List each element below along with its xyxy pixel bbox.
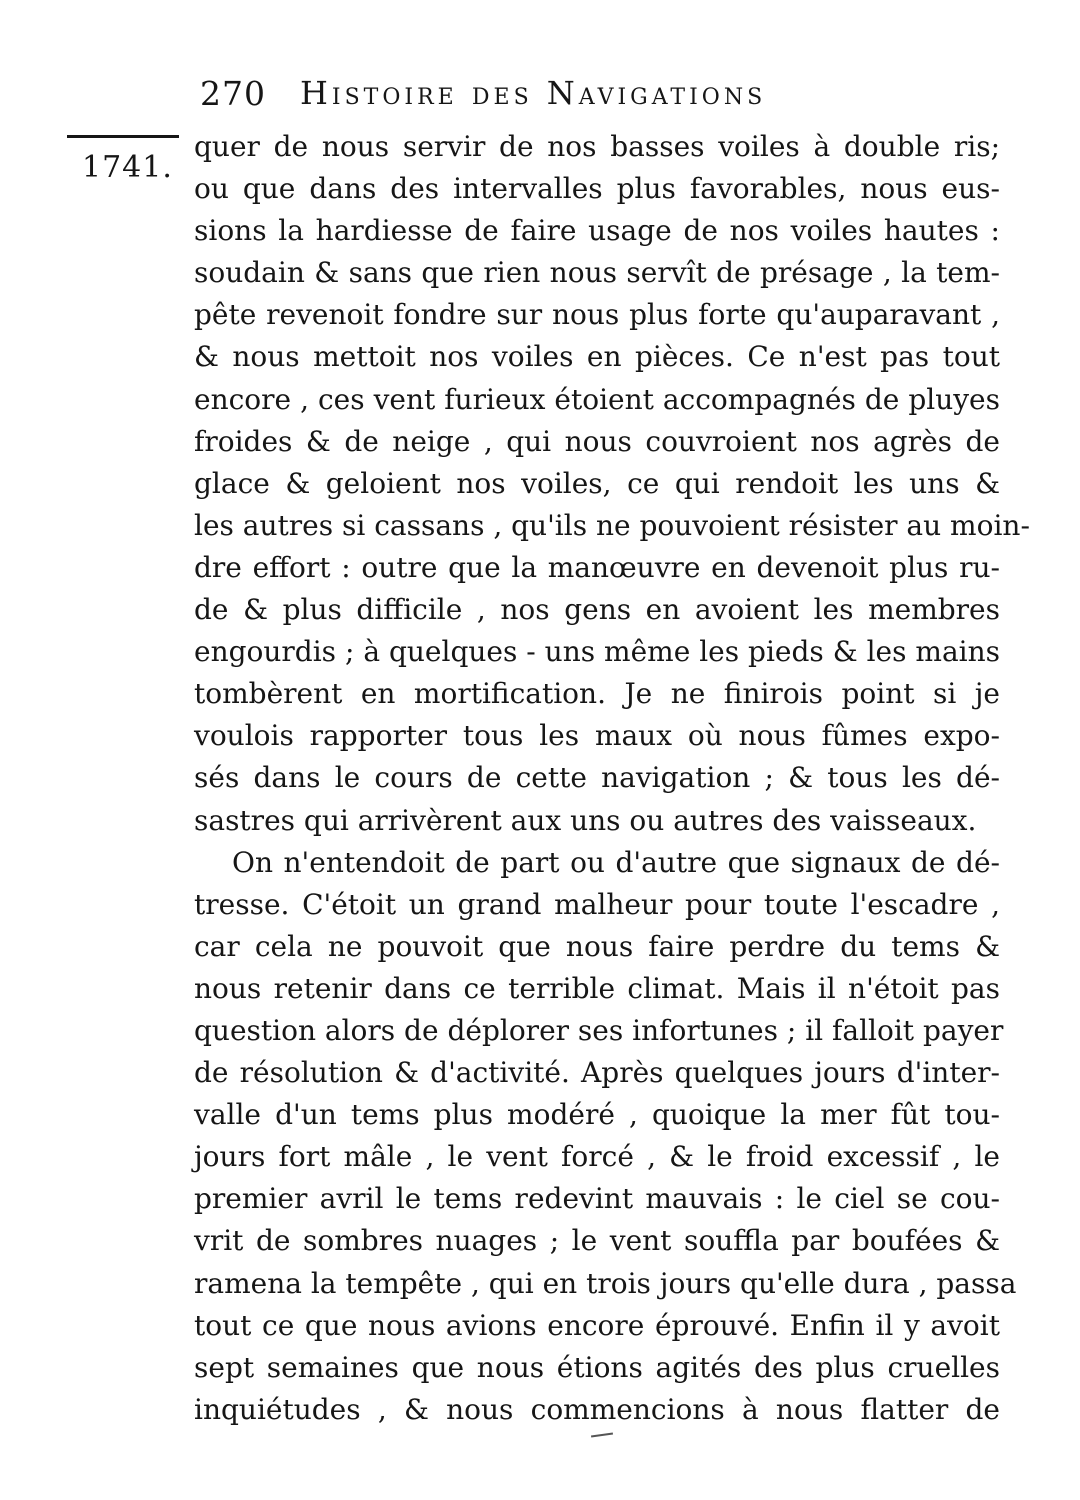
text-line: On n'entendoit de part ou d'autre que signaux de dé- xyxy=(232,845,1000,879)
text-line: sastres qui arrivèrent aux uns ou autres des vaisseaux. xyxy=(194,803,977,837)
paragraph-1 xyxy=(194,126,1030,842)
text-line: car cela ne pouvoit que nous faire perdre du tems & xyxy=(194,929,1000,963)
text-line: premier avril le tems redevint mauvais : le ciel se cou- xyxy=(194,1182,1000,1216)
text-line: engourdis ; à quelques - uns même les pieds & les mains xyxy=(194,635,1000,669)
text-line: glace & geloient nos voiles, ce qui rendoit les uns & xyxy=(194,466,1000,500)
text-line: encore , ces vent furieux étoient accompagnés de pluyes xyxy=(194,382,1000,416)
text-line: froides & de neige , qui nous couvroient nos agrès de xyxy=(194,424,1000,458)
text-line: quer de nous servir de nos basses voiles à double ris; xyxy=(194,130,1000,163)
running-head xyxy=(200,72,920,118)
text-line: jours fort mâle , le vent forcé , & le froid excessif , le xyxy=(194,1140,1000,1174)
text-line: vrit de sombres nuages ; le vent souffla par boufées & xyxy=(194,1224,1000,1258)
paragraph-2 xyxy=(194,842,1017,1431)
text-line: sions la hardiesse de faire usage de nos voiles hautes : xyxy=(194,214,1000,248)
text-line: nous retenir dans ce terrible climat. Mais il n'étoit pas xyxy=(194,971,1000,1005)
text-line: dre effort : outre que la manœuvre en devenoit plus ru- xyxy=(194,550,1000,584)
text-line: ou que dans des intervalles plus favorables, nous eus- xyxy=(194,172,1000,206)
text-line: & nous mettoit nos voiles en pièces. Ce n'est pas tout xyxy=(194,340,1000,374)
body-text xyxy=(194,126,1030,1431)
text-line: inquiétudes , & nous commencions à nous flatter de xyxy=(194,1392,1000,1426)
text-line: les autres si cassans , qu'ils ne pouvoient résister au moin- xyxy=(194,508,1030,542)
text-line: pête revenoit fondre sur nous plus forte qu'auparavant , xyxy=(194,298,1000,332)
text-line: voulois rapporter tous les maux où nous fûmes expo- xyxy=(194,719,1000,753)
text-line: question alors de déplorer ses infortunes ; il falloit payer xyxy=(194,1013,1004,1047)
margin-year-note: 1741. xyxy=(82,150,173,185)
text-line: de & plus difficile , nos gens en avoient les membres xyxy=(194,593,1000,627)
text-line: de résolution & d'activité. Après quelques jours d'inter- xyxy=(194,1056,1000,1090)
margin-rule xyxy=(67,135,179,138)
text-line: tout ce que nous avions encore éprouvé. Enfin il y avoit xyxy=(194,1308,1000,1342)
page-number: 270 xyxy=(200,74,266,113)
text-line: valle d'un tems plus modéré , quoique la mer fût tou- xyxy=(194,1098,1000,1132)
text-line: sés dans le cours de cette navigation ; & tous les dé- xyxy=(194,761,1000,795)
text-line: sept semaines que nous étions agités des plus cruelles xyxy=(194,1350,1000,1384)
text-line: ramena la tempête , qui en trois jours qu'elle dura , passa xyxy=(194,1266,1017,1300)
running-title: Histoire des Navigations xyxy=(300,74,767,112)
text-line: tombèrent en mortification. Je ne finirois point si je xyxy=(194,677,1000,711)
text-line: tresse. C'étoit un grand malheur pour toute l'escadre , xyxy=(194,887,1000,921)
print-mark xyxy=(591,1432,613,1437)
text-line: soudain & sans que rien nous servît de présage , la tem- xyxy=(194,256,1000,290)
